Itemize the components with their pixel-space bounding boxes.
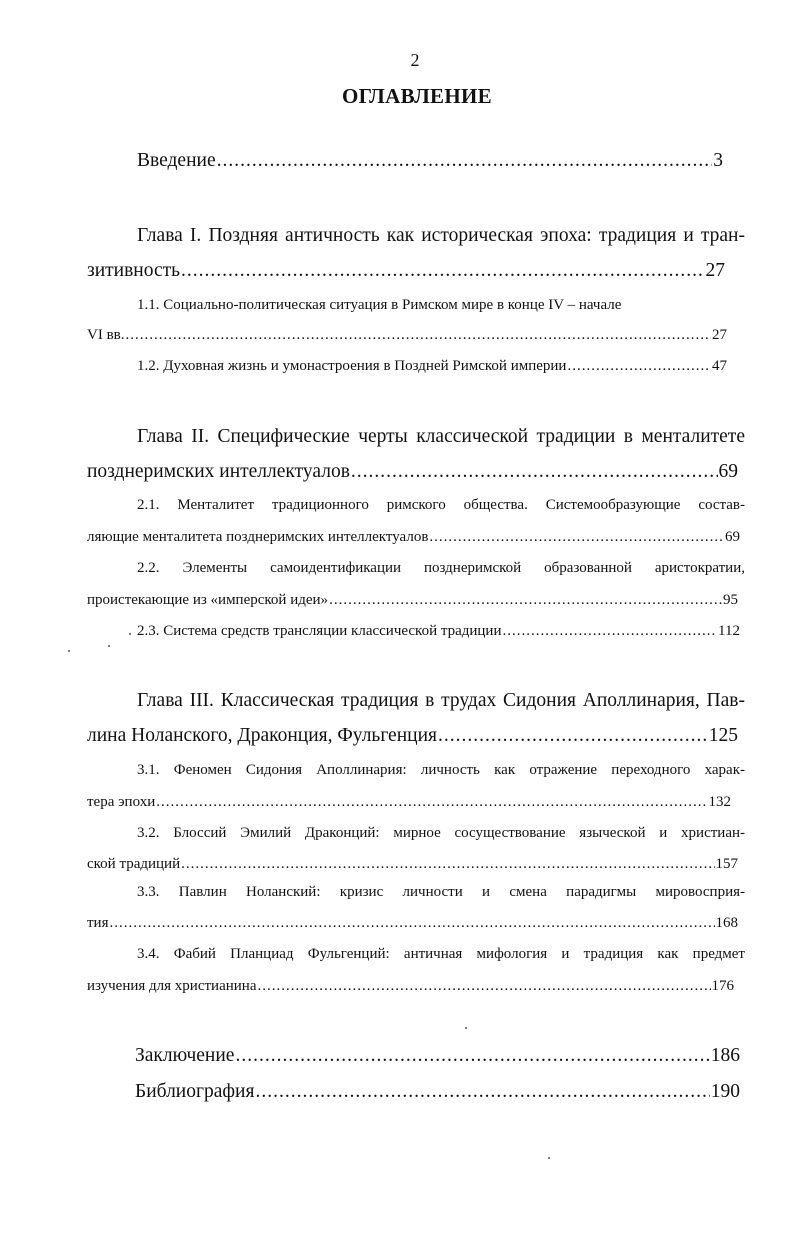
dot-leader bbox=[255, 1081, 709, 1103]
toc-entry-label: изучения для христианина bbox=[87, 978, 257, 994]
toc-entry-label: позднеримских интеллектуалов bbox=[87, 461, 350, 482]
toc-entry-page: 69 bbox=[718, 461, 738, 482]
scan-speck bbox=[548, 1157, 550, 1159]
dot-leader bbox=[429, 529, 724, 546]
toc-entry-conclusion[interactable] bbox=[135, 1045, 740, 1067]
chapter-1-title-line1[interactable]: Глава I. Поздняя античность как историческая эпоха: традиция и тран- bbox=[137, 225, 745, 246]
section-1-1-title-line1[interactable]: 1.1. Социально-политическая ситуация в Римском мире в конце IV – начале bbox=[137, 297, 622, 313]
page-title: ОГЛАВЛЕНИЕ bbox=[342, 84, 492, 108]
toc-entry-page: 125 bbox=[708, 725, 738, 746]
scan-speck bbox=[129, 633, 131, 635]
section-2-2-title-line1[interactable]: 2.2. Элементы самоидентификации позднеримской образованной аристократии, bbox=[137, 560, 745, 576]
dot-leader bbox=[217, 150, 713, 172]
toc-entry-page: 176 bbox=[711, 978, 734, 994]
dot-leader bbox=[181, 260, 704, 282]
scan-speck bbox=[108, 645, 110, 647]
toc-entry-bibliography[interactable] bbox=[135, 1081, 740, 1103]
chapter-2-title-line1[interactable]: Глава II. Специфические черты классической традиции в менталитете bbox=[137, 426, 745, 447]
chapter-3-title-line1[interactable]: Глава III. Классическая традиция в трудах Сидония Аполлинария, Пав- bbox=[137, 690, 745, 711]
section-2-1-title-line1[interactable]: 2.1. Менталитет традиционного римского общества. Системообразующие состав- bbox=[137, 497, 745, 513]
toc-entry-section-3-3[interactable] bbox=[87, 915, 738, 932]
toc-entry-label: зитивность bbox=[87, 260, 181, 281]
dot-leader bbox=[181, 856, 714, 873]
toc-entry-section-3-4[interactable] bbox=[87, 978, 734, 995]
toc-entry-chapter-2[interactable] bbox=[87, 461, 738, 483]
scan-speck bbox=[465, 1027, 467, 1029]
toc-entry-section-2-1[interactable] bbox=[87, 529, 740, 546]
toc-entry-section-2-3[interactable] bbox=[137, 623, 740, 640]
toc-entry-label: тия bbox=[87, 915, 109, 931]
toc-entry-page: 27 bbox=[705, 260, 725, 281]
toc-entry-label: 2.3. Система средств трансляции классической традиции bbox=[137, 623, 502, 639]
dot-leader bbox=[567, 358, 711, 375]
scan-speck bbox=[68, 650, 70, 652]
toc-entry-label: Заключение bbox=[135, 1045, 235, 1066]
toc-entry-page: 132 bbox=[708, 794, 731, 810]
toc-entry-page: 3 bbox=[713, 150, 723, 171]
toc-entry-page: 47 bbox=[712, 358, 727, 374]
toc-entry-introduction[interactable] bbox=[137, 150, 723, 172]
toc-entry-label: проистекающие из «имперской идеи» bbox=[87, 592, 329, 608]
dot-leader bbox=[235, 1045, 709, 1067]
toc-entry-page: 95 bbox=[723, 592, 738, 608]
toc-entry-label: Введение bbox=[137, 150, 216, 171]
page-number: 2 bbox=[410, 50, 420, 70]
toc-entry-section-3-2[interactable] bbox=[87, 856, 738, 873]
toc-entry-chapter-1[interactable] bbox=[87, 260, 725, 282]
dot-leader bbox=[109, 915, 714, 932]
toc-entry-section-2-2[interactable] bbox=[87, 592, 738, 609]
section-3-3-title-line1[interactable]: 3.3. Павлин Ноланский: кризис личности и смена парадигмы мировосприя- bbox=[137, 884, 745, 900]
toc-entry-page: 157 bbox=[715, 856, 738, 872]
toc-entry-label: Библиография bbox=[135, 1081, 255, 1102]
toc-entry-section-3-1[interactable] bbox=[87, 794, 731, 811]
toc-entry-label: тера эпохи bbox=[87, 794, 156, 810]
dot-leader bbox=[351, 461, 718, 483]
toc-entry-page: 69 bbox=[725, 529, 740, 545]
toc-entry-page: 190 bbox=[710, 1081, 740, 1102]
dot-leader bbox=[503, 623, 718, 640]
dot-leader bbox=[438, 725, 708, 747]
toc-entry-section-1-2[interactable] bbox=[137, 358, 727, 375]
section-3-1-title-line1[interactable]: 3.1. Феномен Сидония Аполлинария: личность как отражение переходного харак- bbox=[137, 762, 745, 778]
dot-leader bbox=[329, 592, 722, 609]
toc-entry-page: 27 bbox=[712, 327, 727, 343]
section-3-2-title-line1[interactable]: 3.2. Блоссий Эмилий Драконций: мирное сосуществование языческой и христиан- bbox=[137, 825, 745, 841]
dot-leader bbox=[126, 327, 712, 344]
toc-entry-label: VI вв. bbox=[87, 327, 125, 343]
section-3-4-title-line1[interactable]: 3.4. Фабий Планциад Фульгенций: античная мифология и традиция как предмет bbox=[137, 946, 745, 962]
toc-entry-label: ляющие менталитета позднеримских интеллектуалов bbox=[87, 529, 429, 545]
toc-entry-label: 1.2. Духовная жизнь и умонастроения в Поздней Римской империи bbox=[137, 358, 567, 374]
toc-entry-page: 168 bbox=[715, 915, 738, 931]
dot-leader bbox=[257, 978, 710, 995]
toc-entry-label: ской традиций bbox=[87, 856, 181, 872]
toc-entry-page: 186 bbox=[710, 1045, 740, 1066]
toc-entry-section-1-1[interactable] bbox=[87, 327, 727, 344]
toc-entry-page: 112 bbox=[718, 623, 740, 639]
toc-entry-label: лина Ноланского, Драконция, Фульгенция bbox=[87, 725, 437, 746]
toc-entry-chapter-3[interactable] bbox=[87, 725, 738, 747]
dot-leader bbox=[156, 794, 707, 811]
